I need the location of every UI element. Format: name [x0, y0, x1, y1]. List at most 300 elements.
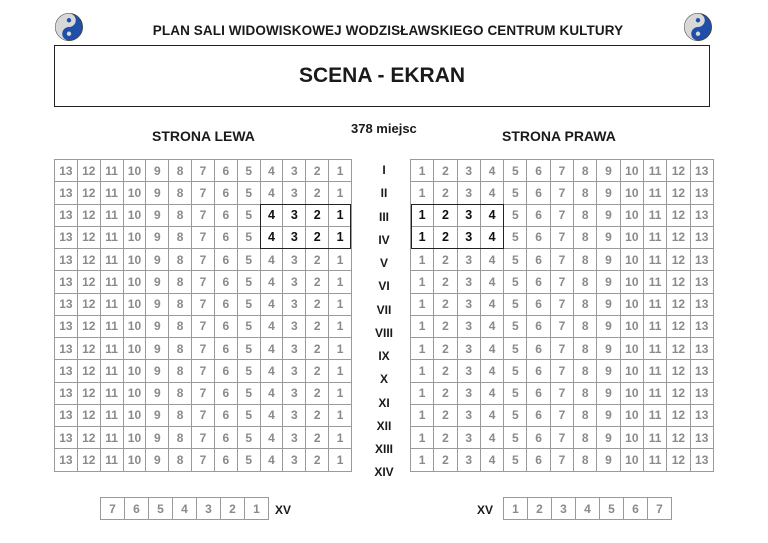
seat-left-VIII-6[interactable]: 6	[214, 315, 237, 337]
seat-left-XIII-6[interactable]: 6	[214, 427, 237, 449]
seat-left-IV-5[interactable]: 5	[237, 226, 260, 248]
seat-right-III-3[interactable]: 3	[457, 204, 480, 226]
seat-left-XIV-5[interactable]: 5	[237, 449, 260, 471]
seat-right-IV-12[interactable]: 12	[667, 226, 690, 248]
seat-left-XV-1[interactable]: 1	[245, 498, 269, 520]
seat-left-II-4[interactable]: 4	[260, 182, 283, 204]
seat-right-XIV-10[interactable]: 10	[620, 449, 643, 471]
seat-right-III-5[interactable]: 5	[504, 204, 527, 226]
seat-right-VII-10[interactable]: 10	[620, 293, 643, 315]
seat-left-V-6[interactable]: 6	[214, 249, 237, 271]
seat-right-XI-8[interactable]: 8	[574, 382, 597, 404]
seat-left-I-12[interactable]: 12	[77, 160, 100, 182]
seat-left-IV-4[interactable]: 4	[260, 226, 283, 248]
seat-left-I-4[interactable]: 4	[260, 160, 283, 182]
seat-right-XIII-11[interactable]: 11	[643, 427, 666, 449]
seat-right-I-12[interactable]: 12	[667, 160, 690, 182]
seat-left-XIV-10[interactable]: 10	[123, 449, 146, 471]
seat-right-XII-11[interactable]: 11	[643, 404, 666, 426]
seat-left-VIII-2[interactable]: 2	[306, 315, 329, 337]
seat-right-VIII-12[interactable]: 12	[667, 315, 690, 337]
seat-right-VIII-11[interactable]: 11	[643, 315, 666, 337]
seat-right-II-3[interactable]: 3	[457, 182, 480, 204]
seat-left-VII-1[interactable]: 1	[329, 293, 352, 315]
seat-right-XII-6[interactable]: 6	[527, 404, 550, 426]
seat-left-XIV-3[interactable]: 3	[283, 449, 306, 471]
seat-right-IV-10[interactable]: 10	[620, 226, 643, 248]
seat-right-VII-5[interactable]: 5	[504, 293, 527, 315]
seat-left-X-4[interactable]: 4	[260, 360, 283, 382]
seat-right-X-7[interactable]: 7	[550, 360, 573, 382]
seat-right-X-4[interactable]: 4	[480, 360, 503, 382]
seat-left-IX-9[interactable]: 9	[146, 338, 169, 360]
seat-left-XV-3[interactable]: 3	[197, 498, 221, 520]
seat-left-III-10[interactable]: 10	[123, 204, 146, 226]
seat-left-II-9[interactable]: 9	[146, 182, 169, 204]
seat-right-I-4[interactable]: 4	[480, 160, 503, 182]
seat-right-IX-8[interactable]: 8	[574, 338, 597, 360]
seat-right-X-3[interactable]: 3	[457, 360, 480, 382]
seat-right-XIV-1[interactable]: 1	[411, 449, 434, 471]
seat-left-VII-6[interactable]: 6	[214, 293, 237, 315]
seat-left-VIII-4[interactable]: 4	[260, 315, 283, 337]
seat-left-XIII-11[interactable]: 11	[100, 427, 123, 449]
seat-left-IV-7[interactable]: 7	[192, 226, 215, 248]
seat-right-XIV-13[interactable]: 13	[690, 449, 713, 471]
seat-left-VIII-5[interactable]: 5	[237, 315, 260, 337]
seat-left-IV-2[interactable]: 2	[306, 226, 329, 248]
seat-right-VII-8[interactable]: 8	[574, 293, 597, 315]
seat-right-IV-2[interactable]: 2	[434, 226, 457, 248]
seat-right-XIII-8[interactable]: 8	[574, 427, 597, 449]
seat-right-VII-7[interactable]: 7	[550, 293, 573, 315]
seat-right-VIII-8[interactable]: 8	[574, 315, 597, 337]
seat-left-I-9[interactable]: 9	[146, 160, 169, 182]
seat-left-I-2[interactable]: 2	[306, 160, 329, 182]
seat-right-III-7[interactable]: 7	[550, 204, 573, 226]
seat-left-XI-13[interactable]: 13	[55, 382, 78, 404]
seat-left-XIII-10[interactable]: 10	[123, 427, 146, 449]
seat-left-VIII-1[interactable]: 1	[329, 315, 352, 337]
seat-right-XIII-9[interactable]: 9	[597, 427, 620, 449]
seat-right-IV-1[interactable]: 1	[411, 226, 434, 248]
seat-left-XV-2[interactable]: 2	[221, 498, 245, 520]
seat-right-XIII-3[interactable]: 3	[457, 427, 480, 449]
seat-left-X-6[interactable]: 6	[214, 360, 237, 382]
seat-left-X-1[interactable]: 1	[329, 360, 352, 382]
seat-right-III-12[interactable]: 12	[667, 204, 690, 226]
seat-left-IX-5[interactable]: 5	[237, 338, 260, 360]
seat-left-V-5[interactable]: 5	[237, 249, 260, 271]
seat-left-VII-7[interactable]: 7	[192, 293, 215, 315]
seat-left-XIII-12[interactable]: 12	[77, 427, 100, 449]
seat-left-IV-13[interactable]: 13	[55, 226, 78, 248]
seat-right-XII-5[interactable]: 5	[504, 404, 527, 426]
seat-left-VII-12[interactable]: 12	[77, 293, 100, 315]
seat-right-IX-4[interactable]: 4	[480, 338, 503, 360]
seat-right-VII-12[interactable]: 12	[667, 293, 690, 315]
seat-right-VI-5[interactable]: 5	[504, 271, 527, 293]
seat-left-I-7[interactable]: 7	[192, 160, 215, 182]
seat-left-XII-4[interactable]: 4	[260, 404, 283, 426]
seat-left-V-13[interactable]: 13	[55, 249, 78, 271]
seat-right-VI-6[interactable]: 6	[527, 271, 550, 293]
seat-right-I-2[interactable]: 2	[434, 160, 457, 182]
seat-left-XIV-7[interactable]: 7	[192, 449, 215, 471]
seat-right-VIII-2[interactable]: 2	[434, 315, 457, 337]
seat-left-IV-1[interactable]: 1	[329, 226, 352, 248]
seat-left-IX-3[interactable]: 3	[283, 338, 306, 360]
seat-right-XIII-12[interactable]: 12	[667, 427, 690, 449]
seat-right-XV-5[interactable]: 5	[600, 498, 624, 520]
seat-right-III-8[interactable]: 8	[574, 204, 597, 226]
seat-left-V-4[interactable]: 4	[260, 249, 283, 271]
seat-left-XII-13[interactable]: 13	[55, 404, 78, 426]
seat-left-VI-6[interactable]: 6	[214, 271, 237, 293]
seat-left-XIII-5[interactable]: 5	[237, 427, 260, 449]
seat-right-VII-6[interactable]: 6	[527, 293, 550, 315]
seat-right-V-10[interactable]: 10	[620, 249, 643, 271]
seat-left-IX-10[interactable]: 10	[123, 338, 146, 360]
seat-left-XII-1[interactable]: 1	[329, 404, 352, 426]
seat-right-IX-7[interactable]: 7	[550, 338, 573, 360]
seat-right-IV-11[interactable]: 11	[643, 226, 666, 248]
seat-left-VI-2[interactable]: 2	[306, 271, 329, 293]
seat-left-V-3[interactable]: 3	[283, 249, 306, 271]
seat-left-III-5[interactable]: 5	[237, 204, 260, 226]
seat-right-XIV-11[interactable]: 11	[643, 449, 666, 471]
seat-left-IV-6[interactable]: 6	[214, 226, 237, 248]
seat-left-III-1[interactable]: 1	[329, 204, 352, 226]
seat-right-IV-6[interactable]: 6	[527, 226, 550, 248]
seat-right-V-6[interactable]: 6	[527, 249, 550, 271]
seat-left-IX-12[interactable]: 12	[77, 338, 100, 360]
seat-left-XII-10[interactable]: 10	[123, 404, 146, 426]
seat-left-VIII-12[interactable]: 12	[77, 315, 100, 337]
seat-right-II-5[interactable]: 5	[504, 182, 527, 204]
seat-left-IV-3[interactable]: 3	[283, 226, 306, 248]
seat-right-X-6[interactable]: 6	[527, 360, 550, 382]
seat-right-XIII-7[interactable]: 7	[550, 427, 573, 449]
seat-left-II-10[interactable]: 10	[123, 182, 146, 204]
seat-right-IX-9[interactable]: 9	[597, 338, 620, 360]
seat-right-IV-4[interactable]: 4	[480, 226, 503, 248]
seat-left-IX-11[interactable]: 11	[100, 338, 123, 360]
seat-right-VII-13[interactable]: 13	[690, 293, 713, 315]
seat-right-IX-13[interactable]: 13	[690, 338, 713, 360]
seat-left-IV-11[interactable]: 11	[100, 226, 123, 248]
seat-left-VI-5[interactable]: 5	[237, 271, 260, 293]
seat-left-XIV-8[interactable]: 8	[169, 449, 192, 471]
seat-left-I-8[interactable]: 8	[169, 160, 192, 182]
seat-left-VI-4[interactable]: 4	[260, 271, 283, 293]
seat-right-II-10[interactable]: 10	[620, 182, 643, 204]
seat-left-III-2[interactable]: 2	[306, 204, 329, 226]
seat-left-XII-2[interactable]: 2	[306, 404, 329, 426]
seat-right-IV-13[interactable]: 13	[690, 226, 713, 248]
seat-left-III-8[interactable]: 8	[169, 204, 192, 226]
seat-right-VI-8[interactable]: 8	[574, 271, 597, 293]
seat-left-XI-11[interactable]: 11	[100, 382, 123, 404]
seat-left-VI-10[interactable]: 10	[123, 271, 146, 293]
seat-right-XIV-6[interactable]: 6	[527, 449, 550, 471]
seat-right-III-10[interactable]: 10	[620, 204, 643, 226]
seat-right-XV-3[interactable]: 3	[552, 498, 576, 520]
seat-left-I-5[interactable]: 5	[237, 160, 260, 182]
seat-left-XII-7[interactable]: 7	[192, 404, 215, 426]
seat-right-VIII-5[interactable]: 5	[504, 315, 527, 337]
seat-left-XV-4[interactable]: 4	[173, 498, 197, 520]
seat-left-XI-5[interactable]: 5	[237, 382, 260, 404]
seat-right-XII-4[interactable]: 4	[480, 404, 503, 426]
seat-left-XI-3[interactable]: 3	[283, 382, 306, 404]
seat-left-XIV-9[interactable]: 9	[146, 449, 169, 471]
seat-right-XI-11[interactable]: 11	[643, 382, 666, 404]
seat-right-IX-12[interactable]: 12	[667, 338, 690, 360]
seat-right-VIII-7[interactable]: 7	[550, 315, 573, 337]
seat-left-III-9[interactable]: 9	[146, 204, 169, 226]
seat-left-XIII-9[interactable]: 9	[146, 427, 169, 449]
seat-right-X-1[interactable]: 1	[411, 360, 434, 382]
seat-left-XII-9[interactable]: 9	[146, 404, 169, 426]
seat-left-VII-4[interactable]: 4	[260, 293, 283, 315]
seat-right-I-5[interactable]: 5	[504, 160, 527, 182]
seat-left-VIII-10[interactable]: 10	[123, 315, 146, 337]
seat-left-VIII-7[interactable]: 7	[192, 315, 215, 337]
seat-right-VI-9[interactable]: 9	[597, 271, 620, 293]
seat-right-V-13[interactable]: 13	[690, 249, 713, 271]
seat-right-III-1[interactable]: 1	[411, 204, 434, 226]
seat-right-XIV-8[interactable]: 8	[574, 449, 597, 471]
seat-left-VII-8[interactable]: 8	[169, 293, 192, 315]
seat-right-VII-9[interactable]: 9	[597, 293, 620, 315]
seat-left-XV-5[interactable]: 5	[149, 498, 173, 520]
seat-left-III-3[interactable]: 3	[283, 204, 306, 226]
seat-left-V-10[interactable]: 10	[123, 249, 146, 271]
seat-left-III-4[interactable]: 4	[260, 204, 283, 226]
seat-right-V-9[interactable]: 9	[597, 249, 620, 271]
seat-left-XV-6[interactable]: 6	[125, 498, 149, 520]
seat-right-XIII-10[interactable]: 10	[620, 427, 643, 449]
seat-left-XIV-2[interactable]: 2	[306, 449, 329, 471]
seat-left-XIV-13[interactable]: 13	[55, 449, 78, 471]
seat-left-II-6[interactable]: 6	[214, 182, 237, 204]
seat-left-XIII-2[interactable]: 2	[306, 427, 329, 449]
seat-left-I-3[interactable]: 3	[283, 160, 306, 182]
seat-left-IV-8[interactable]: 8	[169, 226, 192, 248]
seat-right-VII-4[interactable]: 4	[480, 293, 503, 315]
seat-left-V-11[interactable]: 11	[100, 249, 123, 271]
seat-right-V-5[interactable]: 5	[504, 249, 527, 271]
seat-left-II-13[interactable]: 13	[55, 182, 78, 204]
seat-right-V-11[interactable]: 11	[643, 249, 666, 271]
seat-left-IV-9[interactable]: 9	[146, 226, 169, 248]
seat-right-XIV-7[interactable]: 7	[550, 449, 573, 471]
seat-right-III-2[interactable]: 2	[434, 204, 457, 226]
seat-right-II-6[interactable]: 6	[527, 182, 550, 204]
seat-right-III-6[interactable]: 6	[527, 204, 550, 226]
seat-left-VIII-11[interactable]: 11	[100, 315, 123, 337]
seat-left-V-12[interactable]: 12	[77, 249, 100, 271]
seat-right-II-13[interactable]: 13	[690, 182, 713, 204]
seat-left-XIII-3[interactable]: 3	[283, 427, 306, 449]
seat-left-XIII-8[interactable]: 8	[169, 427, 192, 449]
seat-right-XIII-13[interactable]: 13	[690, 427, 713, 449]
seat-left-XI-2[interactable]: 2	[306, 382, 329, 404]
seat-left-IX-4[interactable]: 4	[260, 338, 283, 360]
seat-right-V-8[interactable]: 8	[574, 249, 597, 271]
seat-right-XIV-4[interactable]: 4	[480, 449, 503, 471]
seat-left-V-8[interactable]: 8	[169, 249, 192, 271]
seat-right-VI-7[interactable]: 7	[550, 271, 573, 293]
seat-left-XIV-12[interactable]: 12	[77, 449, 100, 471]
seat-left-XII-11[interactable]: 11	[100, 404, 123, 426]
seat-left-XI-10[interactable]: 10	[123, 382, 146, 404]
seat-right-VI-13[interactable]: 13	[690, 271, 713, 293]
seat-left-VI-1[interactable]: 1	[329, 271, 352, 293]
seat-right-XII-9[interactable]: 9	[597, 404, 620, 426]
seat-right-IV-7[interactable]: 7	[550, 226, 573, 248]
seat-right-X-5[interactable]: 5	[504, 360, 527, 382]
seat-left-X-12[interactable]: 12	[77, 360, 100, 382]
seat-left-III-13[interactable]: 13	[55, 204, 78, 226]
seat-left-VII-9[interactable]: 9	[146, 293, 169, 315]
seat-right-II-4[interactable]: 4	[480, 182, 503, 204]
seat-left-X-11[interactable]: 11	[100, 360, 123, 382]
seat-left-II-11[interactable]: 11	[100, 182, 123, 204]
seat-left-VII-13[interactable]: 13	[55, 293, 78, 315]
seat-left-II-7[interactable]: 7	[192, 182, 215, 204]
seat-right-III-9[interactable]: 9	[597, 204, 620, 226]
seat-right-I-6[interactable]: 6	[527, 160, 550, 182]
seat-left-XI-9[interactable]: 9	[146, 382, 169, 404]
seat-left-XIII-4[interactable]: 4	[260, 427, 283, 449]
seat-right-IX-3[interactable]: 3	[457, 338, 480, 360]
seat-left-XII-3[interactable]: 3	[283, 404, 306, 426]
seat-right-I-3[interactable]: 3	[457, 160, 480, 182]
seat-left-VII-5[interactable]: 5	[237, 293, 260, 315]
seat-left-X-3[interactable]: 3	[283, 360, 306, 382]
seat-right-VII-2[interactable]: 2	[434, 293, 457, 315]
seat-right-X-11[interactable]: 11	[643, 360, 666, 382]
seat-left-III-11[interactable]: 11	[100, 204, 123, 226]
seat-right-IX-11[interactable]: 11	[643, 338, 666, 360]
seat-left-XI-7[interactable]: 7	[192, 382, 215, 404]
seat-left-I-1[interactable]: 1	[329, 160, 352, 182]
seat-right-IX-10[interactable]: 10	[620, 338, 643, 360]
seat-right-XIV-2[interactable]: 2	[434, 449, 457, 471]
seat-right-XV-6[interactable]: 6	[624, 498, 648, 520]
seat-right-XI-12[interactable]: 12	[667, 382, 690, 404]
seat-left-X-2[interactable]: 2	[306, 360, 329, 382]
seat-left-VIII-13[interactable]: 13	[55, 315, 78, 337]
seat-right-XII-3[interactable]: 3	[457, 404, 480, 426]
seat-right-II-8[interactable]: 8	[574, 182, 597, 204]
seat-left-II-3[interactable]: 3	[283, 182, 306, 204]
seat-right-VI-1[interactable]: 1	[411, 271, 434, 293]
seat-left-III-12[interactable]: 12	[77, 204, 100, 226]
seat-left-VI-3[interactable]: 3	[283, 271, 306, 293]
seat-right-X-13[interactable]: 13	[690, 360, 713, 382]
seat-right-I-9[interactable]: 9	[597, 160, 620, 182]
seat-left-I-13[interactable]: 13	[55, 160, 78, 182]
seat-left-XV-7[interactable]: 7	[101, 498, 125, 520]
seat-right-X-10[interactable]: 10	[620, 360, 643, 382]
seat-right-II-11[interactable]: 11	[643, 182, 666, 204]
seat-right-XI-13[interactable]: 13	[690, 382, 713, 404]
seat-right-I-13[interactable]: 13	[690, 160, 713, 182]
seat-left-X-5[interactable]: 5	[237, 360, 260, 382]
seat-left-V-1[interactable]: 1	[329, 249, 352, 271]
seat-left-XIV-4[interactable]: 4	[260, 449, 283, 471]
seat-right-XII-1[interactable]: 1	[411, 404, 434, 426]
seat-right-IX-2[interactable]: 2	[434, 338, 457, 360]
seat-right-VIII-13[interactable]: 13	[690, 315, 713, 337]
seat-left-XII-5[interactable]: 5	[237, 404, 260, 426]
seat-left-V-9[interactable]: 9	[146, 249, 169, 271]
seat-left-IV-10[interactable]: 10	[123, 226, 146, 248]
seat-right-VIII-1[interactable]: 1	[411, 315, 434, 337]
seat-right-X-8[interactable]: 8	[574, 360, 597, 382]
seat-right-VI-12[interactable]: 12	[667, 271, 690, 293]
seat-right-XI-4[interactable]: 4	[480, 382, 503, 404]
seat-left-IX-8[interactable]: 8	[169, 338, 192, 360]
seat-right-VII-11[interactable]: 11	[643, 293, 666, 315]
seat-left-I-10[interactable]: 10	[123, 160, 146, 182]
seat-left-XIV-1[interactable]: 1	[329, 449, 352, 471]
seat-left-XI-12[interactable]: 12	[77, 382, 100, 404]
seat-left-X-8[interactable]: 8	[169, 360, 192, 382]
seat-right-VI-11[interactable]: 11	[643, 271, 666, 293]
seat-left-IX-2[interactable]: 2	[306, 338, 329, 360]
seat-right-XIII-4[interactable]: 4	[480, 427, 503, 449]
seat-left-X-7[interactable]: 7	[192, 360, 215, 382]
seat-right-VI-4[interactable]: 4	[480, 271, 503, 293]
seat-right-XI-7[interactable]: 7	[550, 382, 573, 404]
seat-right-VIII-4[interactable]: 4	[480, 315, 503, 337]
seat-left-I-11[interactable]: 11	[100, 160, 123, 182]
seat-right-I-1[interactable]: 1	[411, 160, 434, 182]
seat-left-VII-3[interactable]: 3	[283, 293, 306, 315]
seat-right-XIV-9[interactable]: 9	[597, 449, 620, 471]
seat-right-XII-2[interactable]: 2	[434, 404, 457, 426]
seat-right-VIII-6[interactable]: 6	[527, 315, 550, 337]
seat-right-XI-5[interactable]: 5	[504, 382, 527, 404]
seat-left-VII-10[interactable]: 10	[123, 293, 146, 315]
seat-right-XI-3[interactable]: 3	[457, 382, 480, 404]
seat-left-IV-12[interactable]: 12	[77, 226, 100, 248]
seat-right-IV-3[interactable]: 3	[457, 226, 480, 248]
seat-right-VIII-3[interactable]: 3	[457, 315, 480, 337]
seat-left-VI-13[interactable]: 13	[55, 271, 78, 293]
seat-left-IX-1[interactable]: 1	[329, 338, 352, 360]
seat-left-IX-13[interactable]: 13	[55, 338, 78, 360]
seat-left-VI-8[interactable]: 8	[169, 271, 192, 293]
seat-right-XIII-1[interactable]: 1	[411, 427, 434, 449]
seat-left-VIII-9[interactable]: 9	[146, 315, 169, 337]
seat-right-XII-7[interactable]: 7	[550, 404, 573, 426]
seat-right-II-9[interactable]: 9	[597, 182, 620, 204]
seat-right-II-2[interactable]: 2	[434, 182, 457, 204]
seat-right-XI-2[interactable]: 2	[434, 382, 457, 404]
seat-right-V-4[interactable]: 4	[480, 249, 503, 271]
seat-right-II-12[interactable]: 12	[667, 182, 690, 204]
seat-right-VII-1[interactable]: 1	[411, 293, 434, 315]
seat-left-XI-6[interactable]: 6	[214, 382, 237, 404]
seat-left-XII-12[interactable]: 12	[77, 404, 100, 426]
seat-left-II-8[interactable]: 8	[169, 182, 192, 204]
seat-right-X-9[interactable]: 9	[597, 360, 620, 382]
